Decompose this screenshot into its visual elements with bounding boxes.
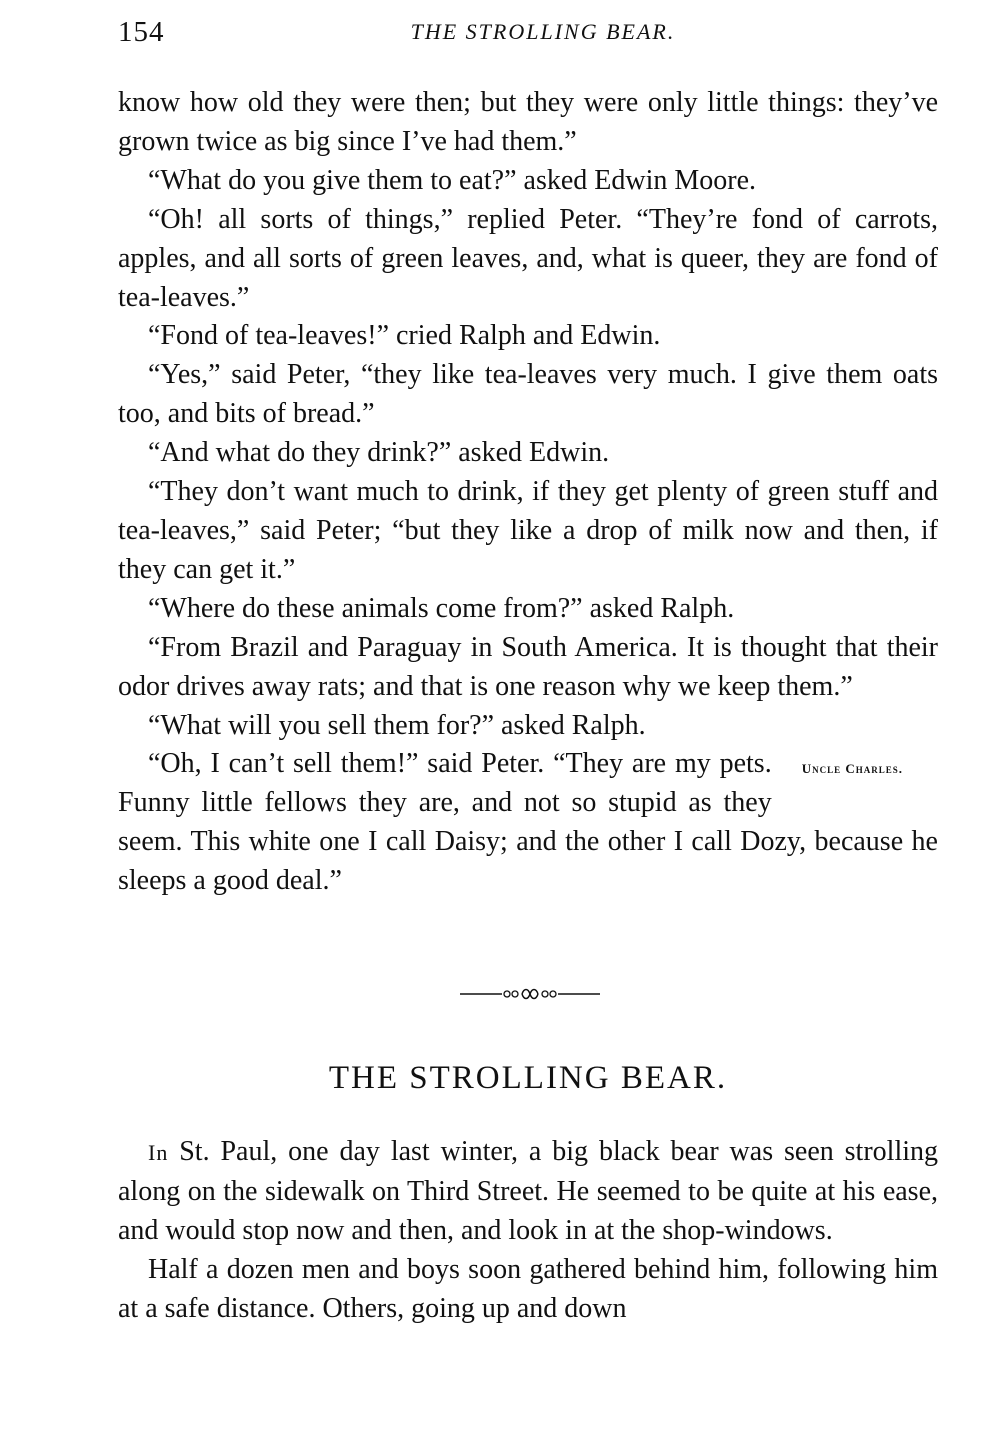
paragraph: Half a dozen men and boys soon gathered behind him, following him at a safe distance. Others, going up and down <box>118 1253 938 1324</box>
story-text <box>118 1133 938 1329</box>
drop-initial: In <box>148 1140 169 1165</box>
paragraph: “What will you sell them for?” asked Ralph. <box>148 709 646 741</box>
page-number: 154 <box>118 16 165 48</box>
story-title: THE STROLLING BEAR. <box>328 1060 728 1096</box>
previous-story-text <box>118 84 938 901</box>
paragraph <box>118 1133 938 1251</box>
paragraph <box>118 745 938 901</box>
paragraph: know how old they were then; but they were only little things: they’ve grown twice as big since I’ve had them.” <box>118 87 938 157</box>
author-signature: Uncle Charles. <box>801 761 903 777</box>
paragraph: “Yes,” said Peter, “they like tea-leaves very much. I give them oats too, and bits of bread.” <box>118 359 938 430</box>
paragraph: “Where do these animals come from?” asked Ralph. <box>148 592 735 624</box>
paragraph-text: “Oh, I can’t sell them!” said Peter. “They are my pets. Funny little fellows they are, and not so stupid as they seem. This white one I call Daisy; and the other I call Dozy, because he sleeps a good deal.” <box>118 748 938 897</box>
paragraph: “They don’t want much to drink, if they get plenty of green stuff and tea-leaves,” said Peter; “but they like a drop of milk now and then, if they can get it.” <box>118 476 938 585</box>
paragraph: “Oh! all sorts of things,” replied Peter. “They’re fond of carrots, apples, and all sorts of green leaves, and, what is queer, they are fond of tea-leaves.” <box>118 203 938 313</box>
paragraph: “What do you give them to eat?” asked Edwin Moore. <box>148 164 757 196</box>
paragraph: “And what do they drink?” asked Edwin. <box>148 437 610 469</box>
paragraph-text: St. Paul, one day last winter, a big black bear was seen strolling along on the sidewalk on Third Street. He seemed to be quite at his ease, and would stop now and then, and look in at the shop-windows. <box>118 1136 938 1246</box>
ornamental-divider <box>460 983 600 1005</box>
page-header <box>118 12 938 52</box>
paragraph: “From Brazil and Paraguay in South America. It is thought that their odor drives away rats; and that is one reason why we keep them.” <box>118 631 938 702</box>
paragraph: “Fond of tea-leaves!” cried Ralph and Edwin. <box>148 320 661 352</box>
running-title: THE STROLLING BEAR. <box>410 19 676 44</box>
